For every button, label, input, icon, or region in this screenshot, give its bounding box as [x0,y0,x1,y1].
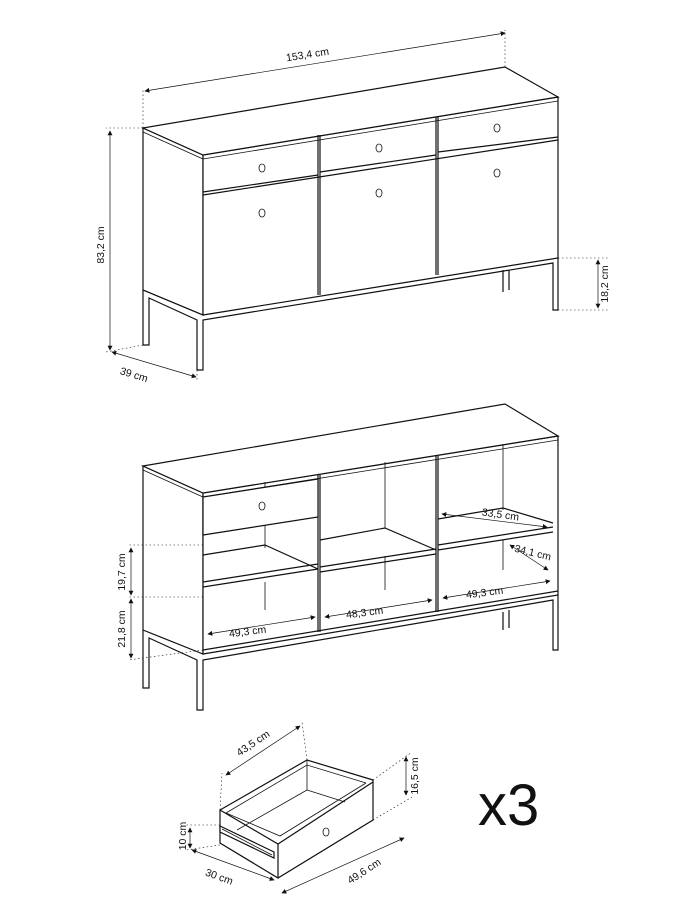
height-label: 83,2 cm [95,226,107,264]
drawer-front-height-label: 10 cm [177,821,189,851]
drawer [220,760,373,878]
middle-width-label: 48,3 cm [345,604,384,622]
width-label: 153,4 cm [285,45,330,65]
drawer-length-label: 49,6 cm [345,856,384,887]
shelf-depth-label: 33,5 cm [481,506,520,524]
drawer-inner-width-label: 43,5 cm [234,728,273,759]
upper-compartment-label: 19,7 cm [116,553,128,591]
right-height-label: 34,1 cm [513,542,553,564]
sideboard-open [143,404,558,710]
left-width-label: 49,3 cm [228,623,267,641]
quantity-label: x3 [478,773,540,838]
leg-height-label: 18,2 cm [599,265,611,303]
drawer-height-label: 16,5 cm [409,757,421,795]
depth-label: 39 cm [118,365,150,386]
lower-compartment-label: 21,8 cm [116,610,128,648]
drawer-depth-label: 30 cm [203,866,235,888]
right-width-label: 49,3 cm [465,584,504,602]
sideboard-closed [143,67,558,370]
